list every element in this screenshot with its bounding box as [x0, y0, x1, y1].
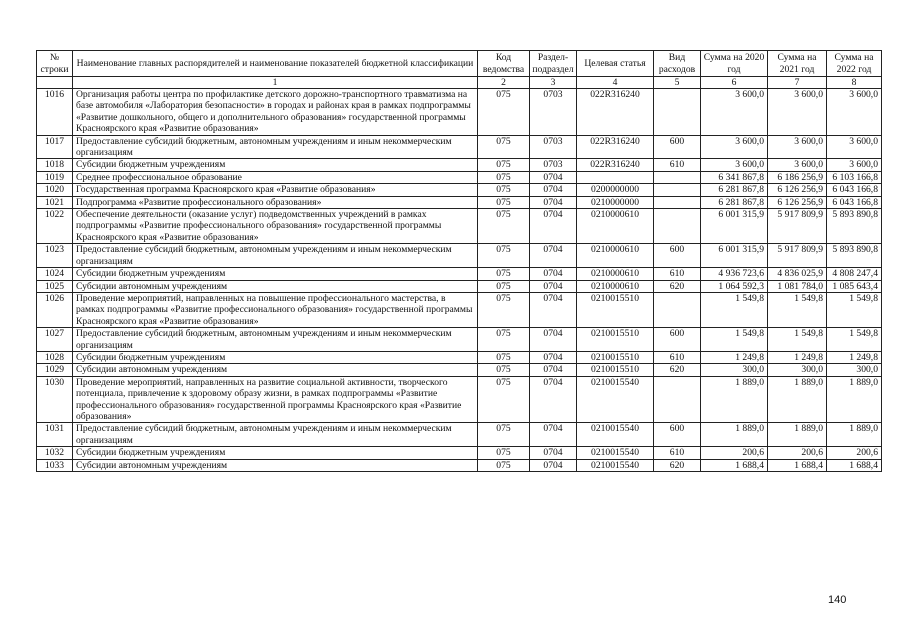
sum-2022-cell: 1 549,8 [827, 292, 882, 327]
sum-2021-cell: 1 889,0 [768, 423, 827, 447]
table-row [37, 376, 882, 423]
sum-2021-cell: 1 081 784,0 [768, 280, 827, 292]
column-number-cell: 3 [530, 77, 577, 89]
table-row [37, 351, 882, 363]
section-cell: 0704 [530, 280, 577, 292]
sum-2020-cell: 6 001 315,9 [701, 209, 768, 244]
dept-code-cell: 075 [478, 209, 530, 244]
sum-2022-cell: 1 889,0 [827, 376, 882, 423]
dept-code-cell: 075 [478, 423, 530, 447]
section-cell: 0704 [530, 423, 577, 447]
sum-2020-cell: 4 936 723,6 [701, 268, 768, 280]
table-row [37, 292, 882, 327]
target-article-cell: 0210015540 [577, 459, 654, 471]
target-article-cell: 0210000000 [577, 196, 654, 208]
section-cell: 0704 [530, 292, 577, 327]
sum-2020-cell: 3 600,0 [701, 159, 768, 171]
sum-2020-cell: 6 281 867,8 [701, 184, 768, 196]
sum-2021-cell: 6 186 256,9 [768, 171, 827, 183]
row-name-cell: Субсидии автономным учреждениям [73, 280, 478, 292]
row-name-cell: Предоставление субсидий бюджетным, автономным учреждениям и иным некоммерческим организациям [73, 328, 478, 352]
target-article-cell: 0210015510 [577, 292, 654, 327]
section-cell: 0704 [530, 328, 577, 352]
section-cell: 0703 [530, 89, 577, 136]
expense-type-cell [654, 184, 701, 196]
sum-2022-cell: 1 889,0 [827, 423, 882, 447]
sum-2021-cell: 1 249,8 [768, 351, 827, 363]
table-row [37, 184, 882, 196]
section-cell: 0703 [530, 159, 577, 171]
target-article-cell: 0210015510 [577, 328, 654, 352]
row-name-cell: Предоставление субсидий бюджетным, автономным учреждениям и иным некоммерческим организациям [73, 244, 478, 268]
expense-type-cell: 620 [654, 364, 701, 376]
sum-2020-cell: 1 549,8 [701, 292, 768, 327]
sum-2022-cell: 4 808 247,4 [827, 268, 882, 280]
sum-2020-cell: 3 600,0 [701, 89, 768, 136]
sum-2021-cell: 5 917 809,9 [768, 209, 827, 244]
expense-type-cell: 610 [654, 268, 701, 280]
section-cell: 0704 [530, 268, 577, 280]
expense-type-cell [654, 196, 701, 208]
row-number-cell: 1030 [37, 376, 73, 423]
table-row [37, 280, 882, 292]
sum-2022-cell: 1 249,8 [827, 351, 882, 363]
sum-2020-cell: 3 600,0 [701, 135, 768, 159]
table-row [37, 159, 882, 171]
header-expense-type: Вид расходов [654, 51, 701, 77]
section-cell: 0704 [530, 447, 577, 459]
expense-type-cell [654, 89, 701, 136]
sum-2020-cell: 1 889,0 [701, 423, 768, 447]
row-name-cell: Государственная программа Красноярского края «Развитие образования» [73, 184, 478, 196]
budget-table [36, 50, 882, 472]
row-name-cell: Обеспечение деятельности (оказание услуг) подведомственных учреждений в рамках подпрограммы «Развитие профессионального образования» государственной программы Красноярского края «Развитие образования» [73, 209, 478, 244]
target-article-cell: 0210015540 [577, 447, 654, 459]
row-number-cell: 1032 [37, 447, 73, 459]
row-number-cell: 1017 [37, 135, 73, 159]
target-article-cell: 0210000610 [577, 268, 654, 280]
sum-2020-cell: 1 549,8 [701, 328, 768, 352]
sum-2021-cell: 3 600,0 [768, 89, 827, 136]
table-row [37, 89, 882, 136]
row-name-cell: Среднее профессиональное образование [73, 171, 478, 183]
expense-type-cell: 610 [654, 159, 701, 171]
target-article-cell: 0210015540 [577, 423, 654, 447]
table-row [37, 171, 882, 183]
sum-2021-cell: 6 126 256,9 [768, 184, 827, 196]
header-section: Раздел-подраздел [530, 51, 577, 77]
row-number-cell: 1018 [37, 159, 73, 171]
dept-code-cell: 075 [478, 292, 530, 327]
expense-type-cell: 620 [654, 280, 701, 292]
dept-code-cell: 075 [478, 159, 530, 171]
row-name-cell: Проведение мероприятий, направленных на повышение профессионального мастерства, в рамках подпрограммы «Развитие профессионального образования» государственной программы Красноярского края «Развитие образования» [73, 292, 478, 327]
sum-2021-cell: 1 889,0 [768, 376, 827, 423]
row-name-cell: Субсидии автономным учреждениям [73, 459, 478, 471]
table-row [37, 459, 882, 471]
row-name-cell: Проведение мероприятий, направленных на развитие социальной активности, творческого потенциала, привлечение к здоровому образу жизни, в рамках подпрограммы «Развитие профессионального образования» государственной программы Красноярского края «Развитие образования» [73, 376, 478, 423]
dept-code-cell: 075 [478, 196, 530, 208]
column-number-cell: 2 [478, 77, 530, 89]
row-number-cell: 1029 [37, 364, 73, 376]
target-article-cell: 0210000610 [577, 244, 654, 268]
expense-type-cell: 610 [654, 351, 701, 363]
column-number-cell [37, 77, 73, 89]
header-name: Наименование главных распорядителей и наименование показателей бюджетной классификации [73, 51, 478, 77]
sum-2022-cell: 3 600,0 [827, 159, 882, 171]
target-article-cell: 022R316240 [577, 135, 654, 159]
sum-2020-cell: 6 341 867,8 [701, 171, 768, 183]
sum-2020-cell: 1 064 592,3 [701, 280, 768, 292]
row-number-cell: 1024 [37, 268, 73, 280]
dept-code-cell: 075 [478, 244, 530, 268]
expense-type-cell: 620 [654, 459, 701, 471]
expense-type-cell [654, 376, 701, 423]
row-number-cell: 1021 [37, 196, 73, 208]
sum-2021-cell: 4 836 025,9 [768, 268, 827, 280]
target-article-cell: 022R316240 [577, 159, 654, 171]
row-name-cell: Субсидии автономным учреждениям [73, 364, 478, 376]
target-article-cell [577, 171, 654, 183]
header-dept-code: Код ведомства [478, 51, 530, 77]
sum-2022-cell: 6 043 166,8 [827, 184, 882, 196]
row-number-cell: 1026 [37, 292, 73, 327]
section-cell: 0704 [530, 209, 577, 244]
row-number-cell: 1025 [37, 280, 73, 292]
page-number: 140 [828, 594, 847, 606]
section-cell: 0704 [530, 171, 577, 183]
column-number-cell: 1 [73, 77, 478, 89]
sum-2021-cell: 1 688,4 [768, 459, 827, 471]
sum-2020-cell: 6 001 315,9 [701, 244, 768, 268]
sum-2020-cell: 300,0 [701, 364, 768, 376]
expense-type-cell [654, 209, 701, 244]
target-article-cell: 0210000610 [577, 209, 654, 244]
sum-2022-cell: 5 893 890,8 [827, 244, 882, 268]
sum-2022-cell: 3 600,0 [827, 89, 882, 136]
expense-type-cell: 600 [654, 135, 701, 159]
expense-type-cell: 610 [654, 447, 701, 459]
section-cell: 0703 [530, 135, 577, 159]
dept-code-cell: 075 [478, 89, 530, 136]
target-article-cell: 0210015510 [577, 351, 654, 363]
sum-2022-cell: 1 549,8 [827, 328, 882, 352]
sum-2021-cell: 200,6 [768, 447, 827, 459]
dept-code-cell: 075 [478, 447, 530, 459]
table-row [37, 244, 882, 268]
column-number-cell: 5 [654, 77, 701, 89]
row-number-cell: 1028 [37, 351, 73, 363]
row-number-cell: 1033 [37, 459, 73, 471]
row-name-cell: Предоставление субсидий бюджетным, автономным учреждениям и иным некоммерческим организациям [73, 423, 478, 447]
row-name-cell: Субсидии бюджетным учреждениям [73, 447, 478, 459]
column-number-row [37, 77, 882, 89]
section-cell: 0704 [530, 364, 577, 376]
header-sum-2022: Сумма на 2022 год [827, 51, 882, 77]
row-number-cell: 1020 [37, 184, 73, 196]
section-cell: 0704 [530, 459, 577, 471]
table-row [37, 135, 882, 159]
target-article-cell: 0200000000 [577, 184, 654, 196]
table-row [37, 268, 882, 280]
section-cell: 0704 [530, 196, 577, 208]
section-cell: 0704 [530, 184, 577, 196]
sum-2021-cell: 300,0 [768, 364, 827, 376]
target-article-cell: 022R316240 [577, 89, 654, 136]
dept-code-cell: 075 [478, 328, 530, 352]
sum-2022-cell: 5 893 890,8 [827, 209, 882, 244]
table-row [37, 328, 882, 352]
sum-2020-cell: 1 889,0 [701, 376, 768, 423]
dept-code-cell: 075 [478, 351, 530, 363]
sum-2021-cell: 1 549,8 [768, 328, 827, 352]
header-line-number: № строки [37, 51, 73, 77]
sum-2022-cell: 6 043 166,8 [827, 196, 882, 208]
row-name-cell: Субсидии бюджетным учреждениям [73, 159, 478, 171]
row-number-cell: 1019 [37, 171, 73, 183]
column-number-cell: 8 [827, 77, 882, 89]
sum-2021-cell: 3 600,0 [768, 159, 827, 171]
row-name-cell: Предоставление субсидий бюджетным, автономным учреждениям и иным некоммерческим организациям [73, 135, 478, 159]
sum-2021-cell: 5 917 809,9 [768, 244, 827, 268]
row-number-cell: 1022 [37, 209, 73, 244]
sum-2022-cell: 1 085 643,4 [827, 280, 882, 292]
header-row [37, 51, 882, 77]
dept-code-cell: 075 [478, 280, 530, 292]
sum-2022-cell: 1 688,4 [827, 459, 882, 471]
row-name-cell: Субсидии бюджетным учреждениям [73, 268, 478, 280]
expense-type-cell: 600 [654, 244, 701, 268]
row-number-cell: 1016 [37, 89, 73, 136]
target-article-cell: 0210015510 [577, 364, 654, 376]
dept-code-cell: 075 [478, 184, 530, 196]
sum-2022-cell: 200,6 [827, 447, 882, 459]
target-article-cell: 0210000610 [577, 280, 654, 292]
sum-2022-cell: 300,0 [827, 364, 882, 376]
sum-2021-cell: 6 126 256,9 [768, 196, 827, 208]
column-number-cell: 4 [577, 77, 654, 89]
row-number-cell: 1023 [37, 244, 73, 268]
header-sum-2021: Сумма на 2021 год [768, 51, 827, 77]
row-name-cell: Субсидии бюджетным учреждениям [73, 351, 478, 363]
header-target-article: Целевая статья [577, 51, 654, 77]
dept-code-cell: 075 [478, 268, 530, 280]
column-number-cell: 6 [701, 77, 768, 89]
sum-2021-cell: 1 549,8 [768, 292, 827, 327]
section-cell: 0704 [530, 244, 577, 268]
dept-code-cell: 075 [478, 459, 530, 471]
table-row [37, 196, 882, 208]
dept-code-cell: 075 [478, 171, 530, 183]
table-row [37, 447, 882, 459]
row-number-cell: 1027 [37, 328, 73, 352]
sum-2021-cell: 3 600,0 [768, 135, 827, 159]
expense-type-cell [654, 171, 701, 183]
expense-type-cell [654, 292, 701, 327]
section-cell: 0704 [530, 351, 577, 363]
dept-code-cell: 075 [478, 376, 530, 423]
target-article-cell: 0210015540 [577, 376, 654, 423]
expense-type-cell: 600 [654, 423, 701, 447]
row-name-cell: Организация работы центра по профилактике детского дорожно-транспортного травматизма на базе автомобиля «Лаборатория безопасности» в городах и районах края в рамках подпрограммы «Развитие дошкольного, общего и дополнительного образования» государственной программы Красноярского края «Развитие образования» [73, 89, 478, 136]
sum-2020-cell: 200,6 [701, 447, 768, 459]
header-sum-2020: Сумма на 2020 год [701, 51, 768, 77]
section-cell: 0704 [530, 376, 577, 423]
row-name-cell: Подпрограмма «Развитие профессионального образования» [73, 196, 478, 208]
dept-code-cell: 075 [478, 135, 530, 159]
sum-2020-cell: 6 281 867,8 [701, 196, 768, 208]
table-body [37, 89, 882, 472]
row-number-cell: 1031 [37, 423, 73, 447]
table-row [37, 364, 882, 376]
sum-2022-cell: 3 600,0 [827, 135, 882, 159]
sum-2020-cell: 1 688,4 [701, 459, 768, 471]
sum-2022-cell: 6 103 166,8 [827, 171, 882, 183]
dept-code-cell: 075 [478, 364, 530, 376]
expense-type-cell: 600 [654, 328, 701, 352]
column-number-cell: 7 [768, 77, 827, 89]
table-row [37, 209, 882, 244]
table-row [37, 423, 882, 447]
sum-2020-cell: 1 249,8 [701, 351, 768, 363]
